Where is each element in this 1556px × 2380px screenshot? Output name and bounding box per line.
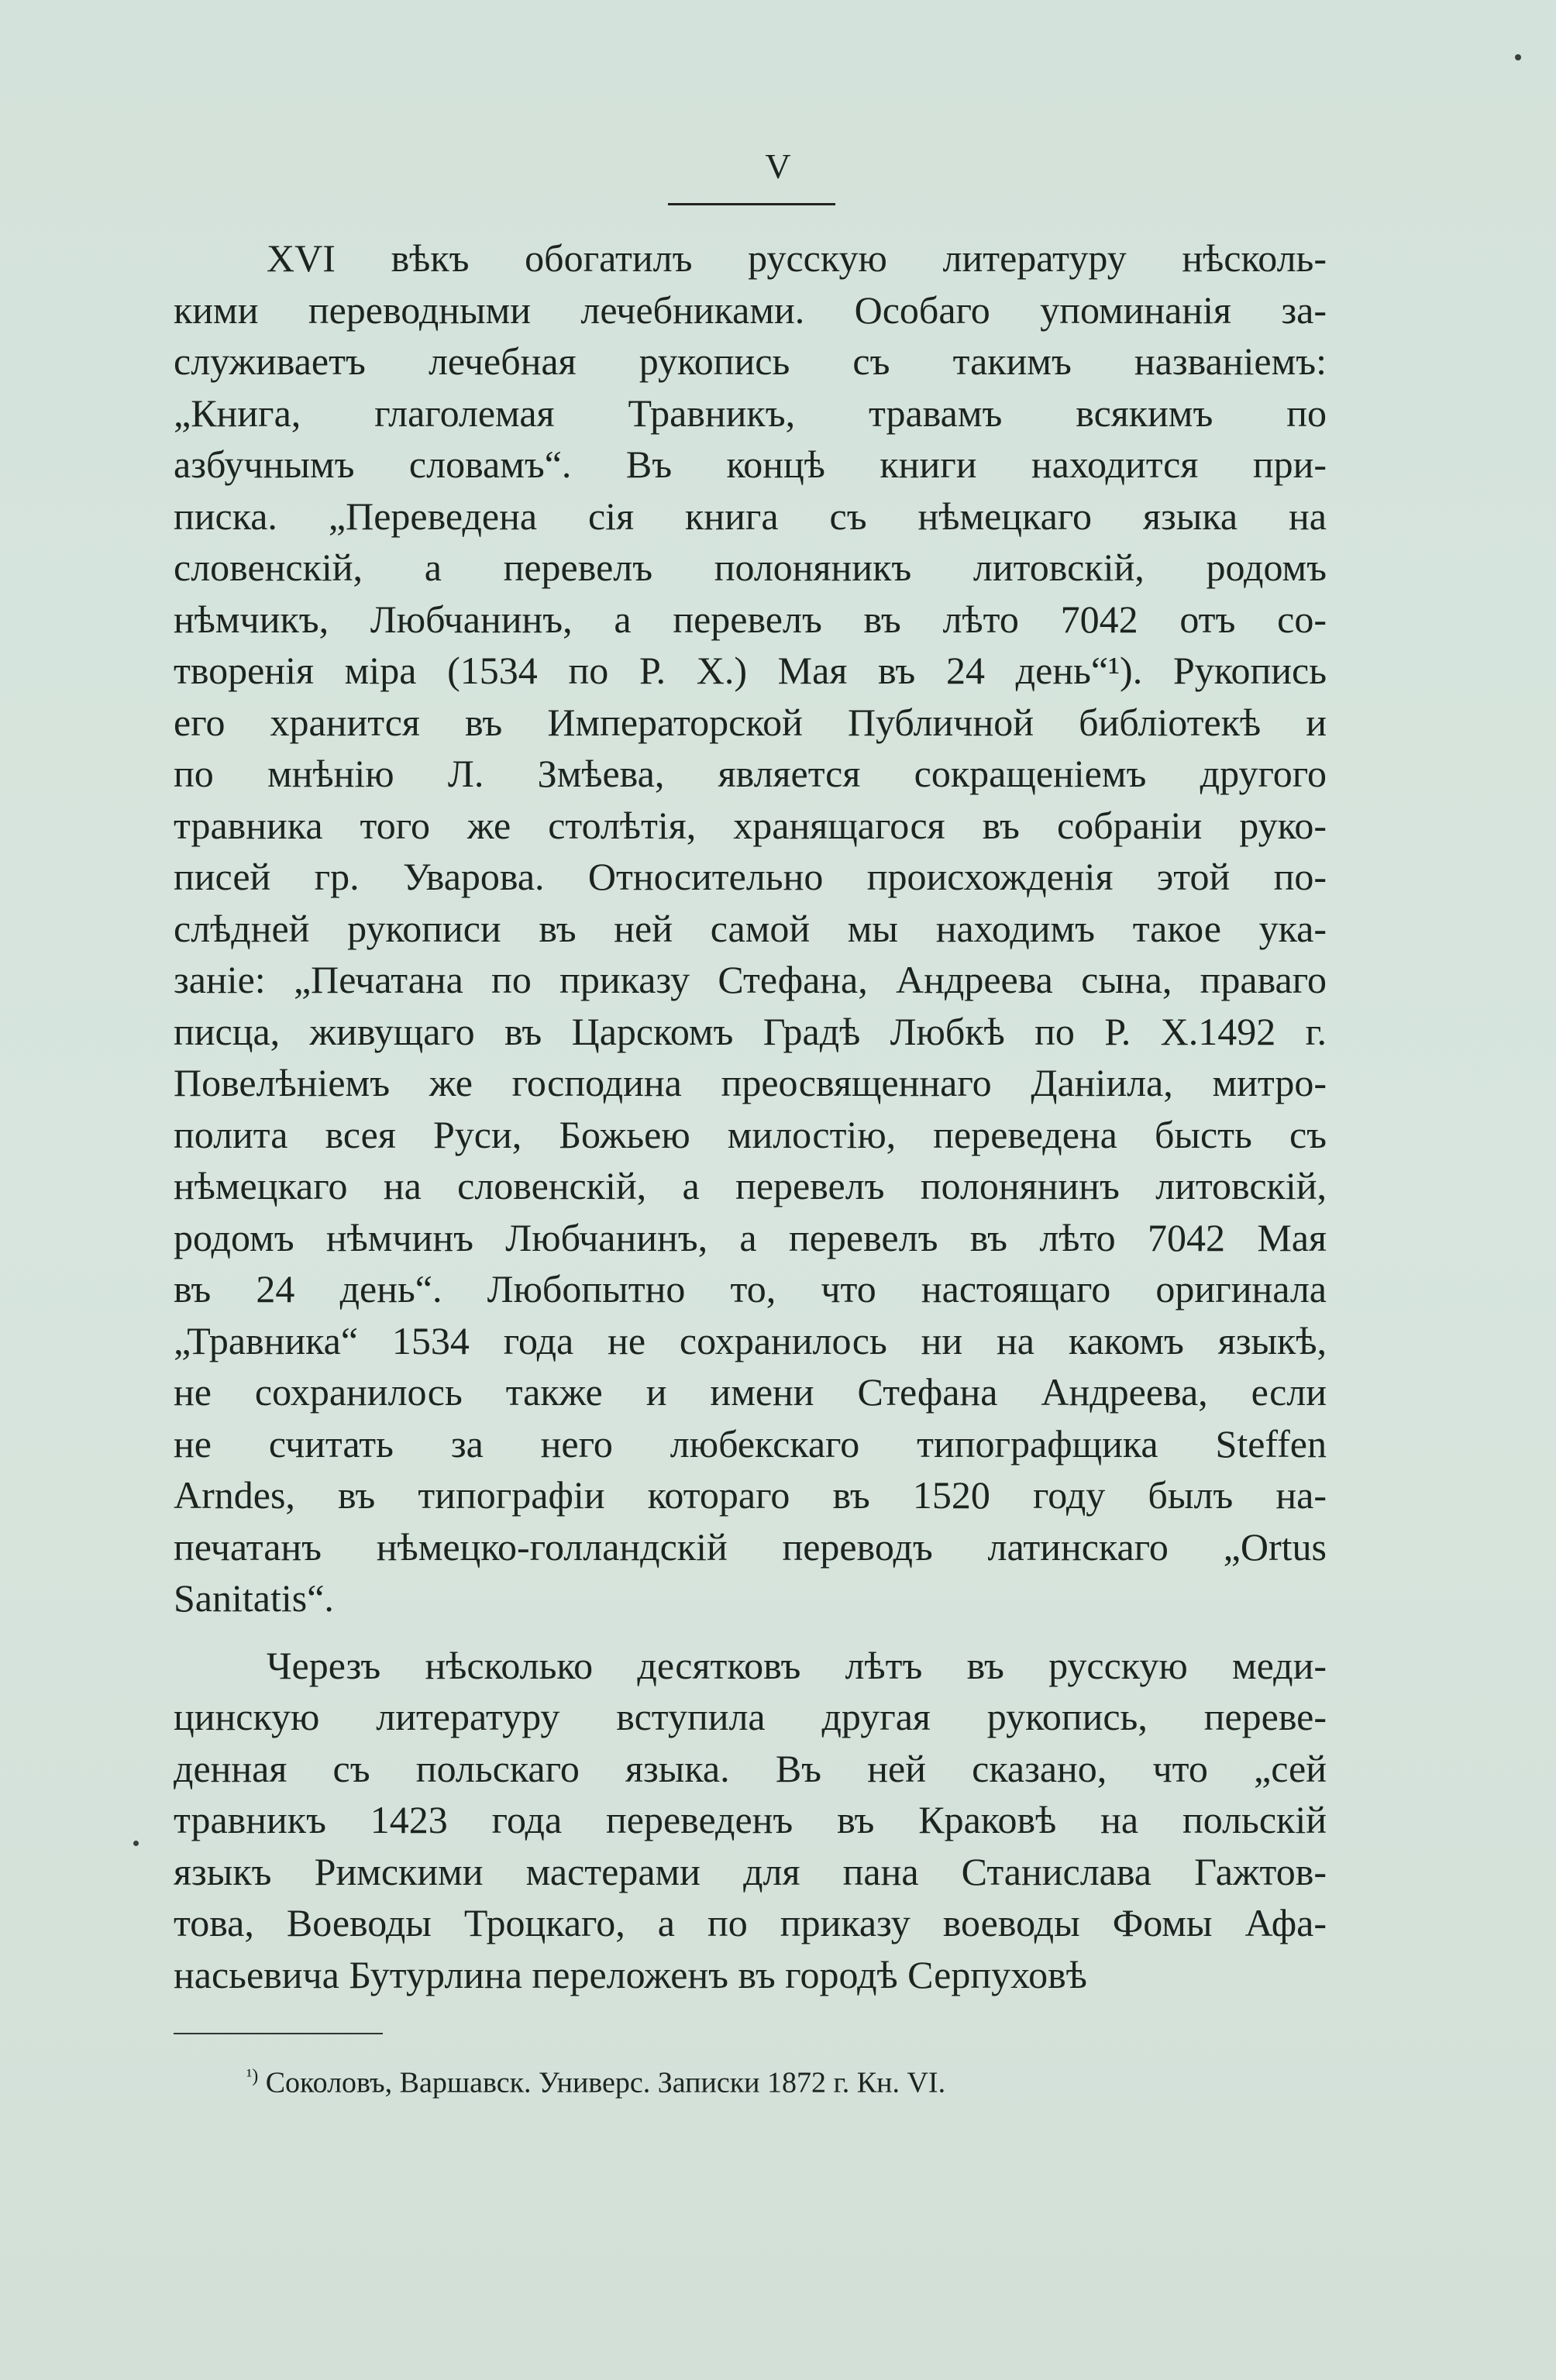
- page-number: V: [765, 146, 791, 186]
- footnote: [246, 2065, 945, 2101]
- footnote-rule: [174, 2033, 383, 2034]
- text-line: травникъ 1423 года переведенъ въ Краковѣ на польскій: [174, 1798, 1327, 1841]
- text-line: травника того же столѣтія, хранящагося въ собраніи руко-: [174, 803, 1327, 847]
- text-line: „Травника“ 1534 года не сохранилось ни на какомъ языкѣ,: [174, 1318, 1327, 1362]
- paragraph-2: [174, 1640, 1327, 2001]
- footnote-text: Соколовъ, Варшавск. Универс. Записки 1872 г. Кн. VI.: [258, 2066, 946, 2099]
- paper-speck: [133, 1841, 139, 1846]
- footnote-marker: ¹): [246, 2066, 259, 2086]
- text-line: творенія міра (1534 по Р. Х.) Мая въ 24 день“¹). Рукопись: [174, 649, 1327, 692]
- paragraph-gap: [174, 1624, 1327, 1640]
- header-rule: [668, 203, 835, 205]
- main-text: [174, 232, 1327, 2000]
- text-line: заніе: „Печатана по приказу Стефана, Андреева сына, праваго: [174, 958, 1327, 1001]
- paper-speck: [1515, 54, 1521, 60]
- text-line: словенскій, а перевелъ полоняникъ литовскій, родомъ: [174, 546, 1327, 589]
- text-line: не считать за него любекскаго типографщика Steffen: [174, 1421, 1327, 1466]
- text-line: служиваетъ лечебная рукопись съ такимъ названіемъ:: [174, 339, 1327, 383]
- text-line: насьевича Бутурлина переложенъ въ городѣ Серпуховѣ: [174, 1952, 1087, 1996]
- text-line: Arndes, въ типографіи котораго въ 1520 году былъ на-: [174, 1473, 1327, 1517]
- text-line: цинскую литературу вступила другая рукопись, переве-: [174, 1695, 1327, 1738]
- paragraph-1: [174, 232, 1327, 1624]
- text-line: кими переводными лечебниками. Особаго упоминанія за-: [174, 288, 1327, 332]
- text-line: не сохранилось также и имени Стефана Андреева, если: [174, 1370, 1327, 1414]
- text-line: нѣмчикъ, Любчанинъ, а перевелъ въ лѣто 7042 отъ со-: [174, 597, 1327, 641]
- text-line: языкъ Римскими мастерами для пана Станислава Гажтов-: [174, 1849, 1327, 1893]
- text-line: родомъ нѣмчинъ Любчанинъ, а перевелъ въ лѣто 7042 Мая: [174, 1215, 1327, 1259]
- text-line: Повелѣніемъ же господина преосвященнаго Даніила, митро-: [174, 1061, 1327, 1104]
- text-line: слѣдней рукописи въ ней самой мы находимъ такое ука-: [174, 906, 1327, 950]
- text-line: его хранится въ Императорской Публичной библіотекѣ и: [174, 700, 1327, 744]
- text-line: въ 24 день“. Любопытно то, что настоящаго оригинала: [174, 1267, 1327, 1311]
- text-line: „Книга, глаголемая Травникъ, травамъ всякимъ по: [174, 391, 1327, 435]
- text-line: нѣмецкаго на словенскій, а перевелъ полонянинъ литовскій,: [174, 1164, 1327, 1207]
- text-line: полита всея Руси, Божьею милостію, переведена бысть съ: [174, 1112, 1327, 1156]
- text-line: печатанъ нѣмецко-голландскій переводъ латинскаго „Ortus: [174, 1524, 1327, 1569]
- text-line: азбучнымъ словамъ“. Въ концѣ книги находится при-: [174, 443, 1327, 486]
- text-line: XVI вѣкъ обогатилъ русскую литературу нѣсколь-: [267, 236, 1327, 280]
- text-line: писца, живущаго въ Царскомъ Градѣ Любкѣ по Р. Х.1492 г.: [174, 1009, 1327, 1053]
- text-line: това, Воеводы Троцкаго, а по приказу воеводы Фомы Афа-: [174, 1901, 1327, 1944]
- text-line: по мнѣнію Л. Змѣева, является сокращеніемъ другого: [174, 752, 1327, 795]
- text-line: Sanitatis“.: [174, 1576, 334, 1620]
- text-line: денная съ польскаго языка. Въ ней сказано, что „сей: [174, 1746, 1327, 1790]
- text-line: писей гр. Уварова. Относительно происхожденія этой по-: [174, 855, 1327, 898]
- text-line: писка. „Переведена сія книга съ нѣмецкаго языка на: [174, 494, 1327, 538]
- text-line: Черезъ нѣсколько десятковъ лѣтъ въ русскую меди-: [267, 1643, 1327, 1687]
